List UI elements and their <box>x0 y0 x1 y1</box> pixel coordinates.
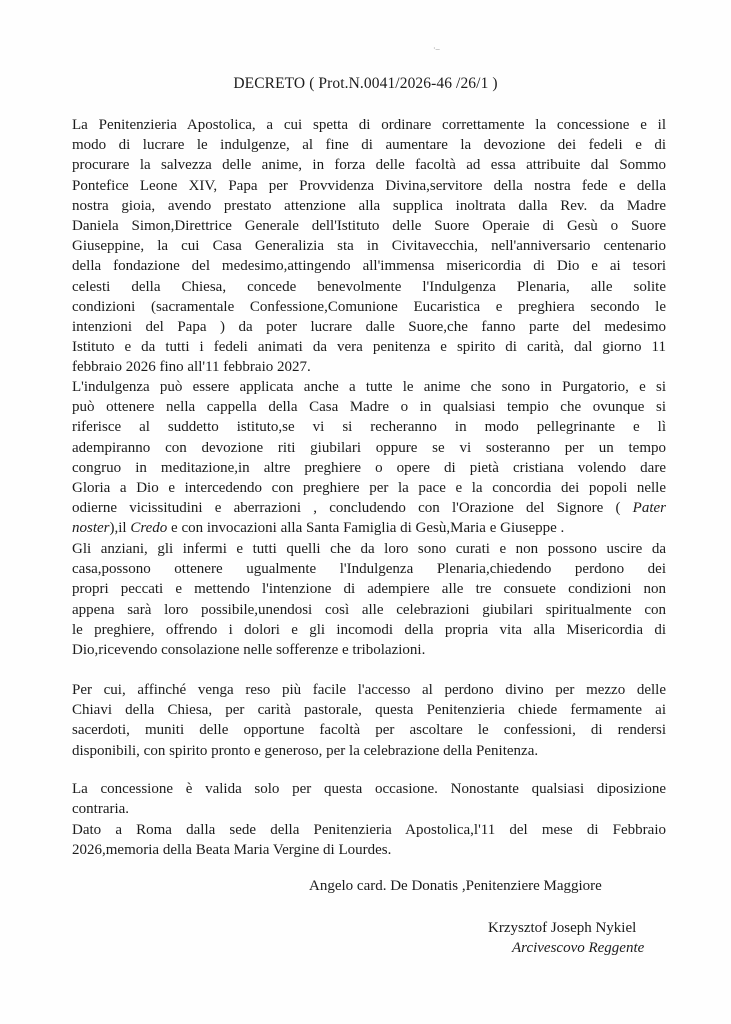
text-line: Dio,ricevendo consolazione nelle sofferenze e tribolazioni. <box>72 642 426 659</box>
text-line: condizioni (sacramentale Confessione,Comunione Eucaristica e preghiera secondo le <box>72 298 666 315</box>
text-line: Gli anziani, gli infermi e tutti quelli che da loro sono curati e non possono uscire da <box>72 541 666 557</box>
text-line: casa,possono ottenere ugualmente l'Indulgenza Plenaria,chiedendo perdono dei <box>72 561 666 578</box>
signature-penitenziere: Angelo card. De Donatis ,Penitenziere Maggiore <box>309 878 602 894</box>
text-line: nostra gioia, avendo prestato attenzione alla supplica inoltrata dalla Rev. da Madre <box>72 197 666 214</box>
paragraph-6 <box>72 820 666 860</box>
text-line: sacerdoti, muniti delle opportune facoltà per ascoltare le confessioni, di rendersi <box>72 722 666 739</box>
paragraph-3 <box>72 539 666 660</box>
paragraph-2 <box>72 377 666 539</box>
text-line: La concessione è valida solo per questa occasione. Nonostante qualsiasi diposizione <box>72 781 666 797</box>
signature-reggente-title: Arcivescovo Reggente <box>512 940 645 956</box>
text-line: appena sarà loro possibile,unendosi così alle celebrazioni giubilari spiritualmente con <box>72 601 666 618</box>
text-line: Dato a Roma dalla sede della Penitenzieria Apostolica,l'11 del mese di Febbraio <box>72 822 666 838</box>
text-line: della fondazione del medesimo,attingendo all'immensa misericordia di Dio e ai tesori <box>72 258 666 275</box>
text-line: procurare la salvezza delle anime, in forza delle facoltà ad essa attribuite dal Sommo <box>72 157 666 174</box>
text-line: Gloria a Dio e intercedendo con preghiere per la pace e la concordia dei popoli nelle <box>72 480 666 497</box>
scan-mark: ·– <box>433 44 440 53</box>
text-line: adempiranno con devozione riti giubilari oppure se vi sosteranno per un tempo <box>72 439 666 456</box>
text-line: L'indulgenza può essere applicata anche a tutte le anime che sono in Purgatorio, e si <box>72 379 666 395</box>
text-line: La Penitenzieria Apostolica, a cui spetta di ordinare correttamente la concessione e il <box>72 117 666 133</box>
text-line: può ottenere nella cappella della Casa Madre o in qualsiasi tempio che ovunque si <box>72 399 666 416</box>
signature-reggente-name: Krzysztof Joseph Nykiel <box>488 920 637 936</box>
text-line: modo di lucrare le indulgenze, al fine di aumentare la devozione dei fedeli e di <box>72 137 666 154</box>
text-line: disponibili, con spirito pronto e generoso, per la celebrazione della Penitenza. <box>72 742 539 759</box>
paragraph-5 <box>72 779 666 819</box>
text-line: Daniela Simon,Direttrice Generale dell'Istituto delle Suore Operaie di Gesù o Suore <box>72 218 666 235</box>
text-line: congruo in meditazione,in altre preghiere o opere di pietà cristiana volendo dare <box>72 459 666 476</box>
text-line: odierne vicissitudini e aberrazioni , concludendo con l'Orazione del Signore ( Pater <box>72 500 666 517</box>
text-line: febbraio 2026 fino all'11 febbraio 2027. <box>72 359 311 376</box>
text-line: celesti della Chiesa, concede benevolmente l'Indulgenza Plenaria, alle solite <box>72 278 666 295</box>
text-line: Giuseppine, la cui Casa Generalizia sta in Civitavecchia, nell'anniversario centenario <box>72 238 666 255</box>
text-line: noster),il Credo e con invocazioni alla Santa Famiglia di Gesù,Maria e Giuseppe . <box>72 520 565 537</box>
text-line: riferisce al suddetto istituto,se vi si recheranno in modo pellegrinante e lì <box>72 419 666 436</box>
text-line: contraria. <box>72 801 130 818</box>
paragraph-1 <box>72 115 666 378</box>
text-line: Istituto e da tutti i fedeli animati da vera penitenza e spirito di carità, dal giorno 11 <box>72 339 666 356</box>
text-line: propri peccati e mettendo l'intenzione di adempiere alle tre consuete condizioni non <box>72 581 666 598</box>
text-line: Per cui, affinché venga reso più facile l'accesso al perdono divino per mezzo delle <box>72 682 666 698</box>
decree-title: DECRETO ( Prot.N.0041/2026-46 /26/1 ) <box>233 75 498 92</box>
text-line: le preghiere, offrendo i dolori e gli incomodi della propria vita alla Misericordia di <box>72 621 666 638</box>
text-line: intenzioni del Papa ) da poter lucrare dalle Suore,che fanno parte del medesimo <box>72 319 666 336</box>
paragraph-4 <box>72 680 666 761</box>
text-line: Chiavi della Chiesa, per carità pastorale, questa Penitenzieria chiede fermamente ai <box>72 702 666 719</box>
text-line: 2026,memoria della Beata Maria Vergine di Lourdes. <box>72 842 392 859</box>
text-line: Pontefice Leone XIV, Papa per Provvidenza Divina,servitore della nostra fede e della <box>72 177 666 194</box>
